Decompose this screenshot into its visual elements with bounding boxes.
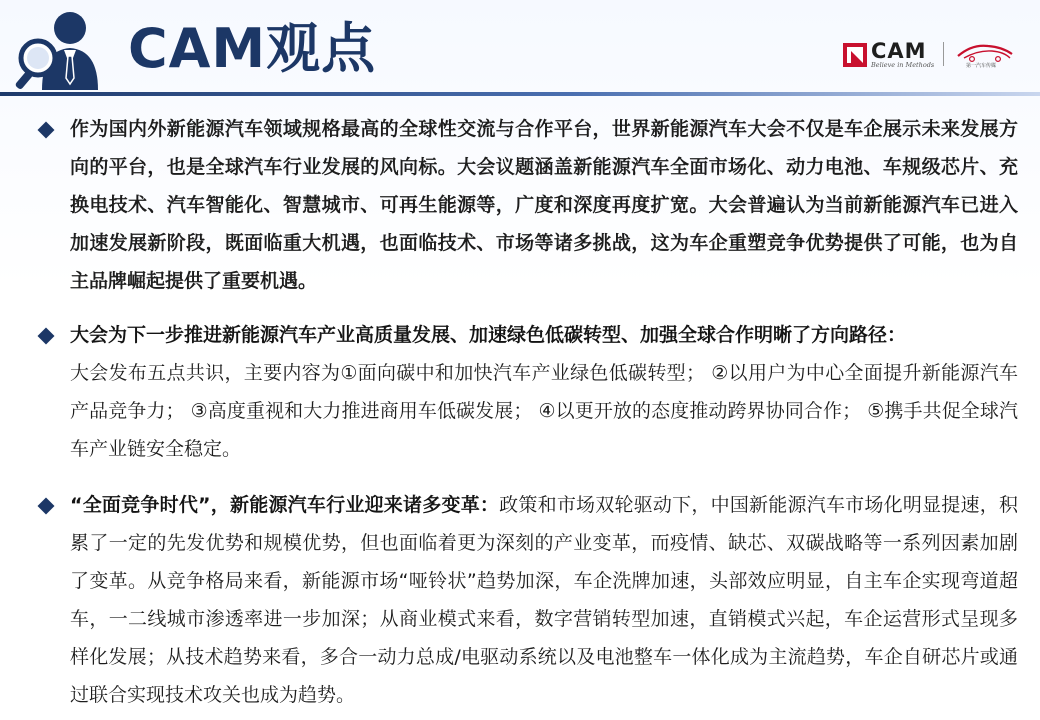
page-title: CAM观点 <box>128 17 377 80</box>
diamond-bullet-icon <box>38 498 55 515</box>
car-logo-caption: 第一汽车传媒 <box>966 63 997 69</box>
diamond-bullet-icon <box>38 328 55 345</box>
paragraph-1: 作为国内外新能源汽车领域规格最高的全球性交流与合作平台，世界新能源汽车大会不仅是车企展示未来发展方向的平台，也是全球汽车行业发展的风向标。大会议题涵盖新能源汽车全面市场化、动力电池、车规级芯片、充换电技术、汽车智能化、智慧城市、可再生能源等，广度和深度再度扩宽。大会普遍认为当前新能源汽车已进入加速发展新阶段，既面临重大机遇，也面临技术、市场等诸多挑战，这为车企重塑竞争优势提供了可能，也为自主品牌崛起提供了重要机遇。 <box>70 118 1018 292</box>
cam-logo-text: CAM <box>871 39 927 63</box>
paragraph-2-body: 大会发布五点共识，主要内容为①面向碳中和加快汽车产业绿色低碳转型； ②以用户为中心全面提升新能源汽车产品竞争力； ③高度重视和大力推进商用车低碳发展； ④以更开放的态度推动跨界协同合作； ⑤携手共促全球汽车产业链安全稳定。 <box>70 362 1018 460</box>
diamond-bullet-icon <box>38 122 55 139</box>
paragraph-2 <box>70 316 1018 468</box>
cam-logo-tagline: Believe in Methods <box>871 61 935 69</box>
paragraph-2-lead: 大会为下一步推进新能源汽车产业高质量发展、加速绿色低碳转型、加强全球合作明晰了方向路径： <box>70 324 907 346</box>
paragraph-3-lead: “全面竞争时代”，新能源汽车行业迎来诸多变革： <box>70 494 500 516</box>
paragraph-3 <box>70 486 1018 714</box>
paragraph-3-body: 政策和市场双轮驱动下，中国新能源汽车市场化明显提速，积累了一定的先发优势和规模优势，但也面临着更为深刻的产业变革，而疫情、缺芯、双碳战略等一系列因素加剧了变革。从竞争格局来看，新能源市场“哑铃状”趋势加深，车企洗牌加速，头部效应明显，自主车企实现弯道超车，一二线城市渗透率进一步加深；从商业模式来看，数字营销转型加速，直销模式兴起，车企运营形式呈现多样化发展；从技术趋势来看，多合一动力总成/电驱动系统以及电池整车一体化成为主流趋势，车企自研芯片或通过联合实现技术攻关也成为趋势。 <box>70 494 1018 706</box>
